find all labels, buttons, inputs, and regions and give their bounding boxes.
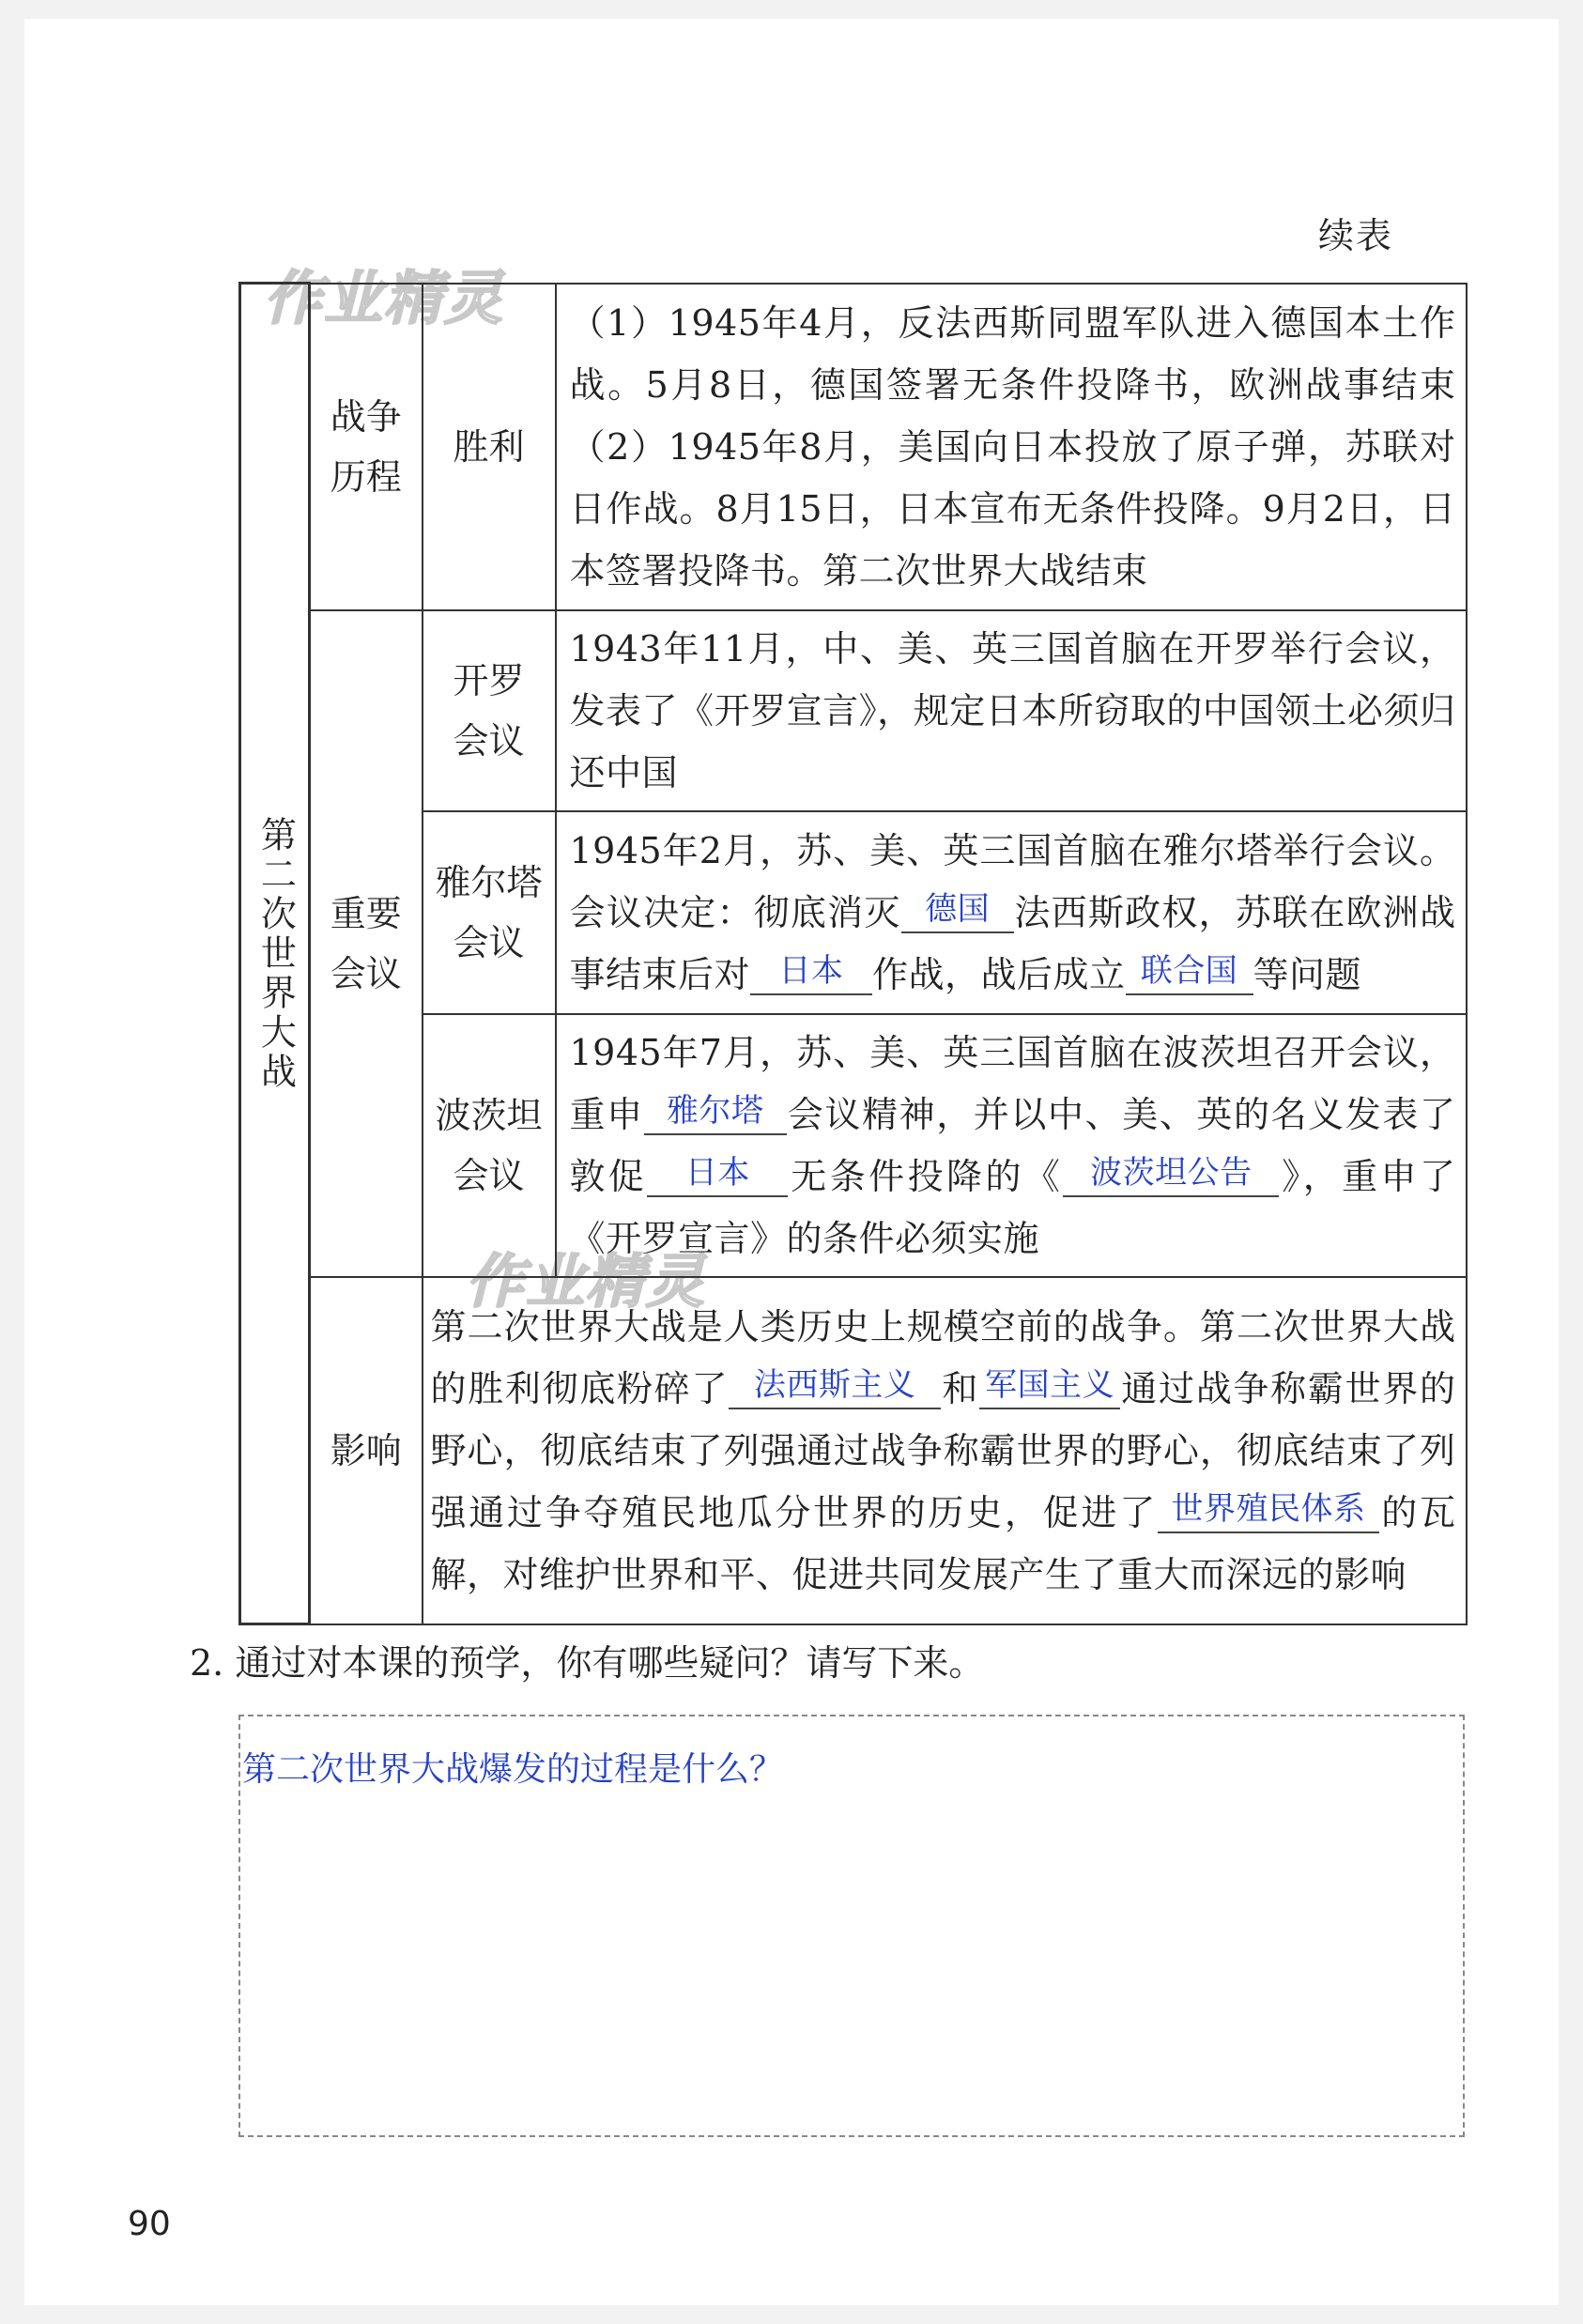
yalta-answer-1: 德国: [925, 889, 991, 928]
war-course-label: 战争历程: [330, 395, 402, 498]
yalta-blank-2: [750, 947, 872, 995]
yalta-text-2: 法西斯政权，苏联在欧洲战事结束后对: [569, 891, 1456, 995]
impact-text-2: 和: [941, 1367, 980, 1409]
ww2-summary-table: [238, 282, 1468, 1625]
workbook-page: [24, 19, 1559, 2305]
impact-answer-3: 世界殖民体系: [1171, 1489, 1366, 1528]
impact-blank-1: [729, 1361, 941, 1409]
potsdam-answer-3: 波茨坦公告: [1090, 1153, 1253, 1192]
question-2-answer: 第二次世界大战爆发的过程是什么？: [242, 1750, 784, 1789]
impact-label: 影响: [330, 1429, 402, 1471]
cairo-cell: [423, 610, 556, 811]
potsdam-text-4: 》，重申了《开罗宣言》的条件必须实施: [569, 1155, 1456, 1259]
potsdam-label: 波茨坦会议: [435, 1094, 543, 1196]
yalta-text-4: 等问题: [1253, 953, 1362, 995]
yalta-answer-2: 日本: [778, 951, 844, 990]
impact-answer-2: 军国主义: [985, 1365, 1115, 1404]
impact-blank-2: [979, 1361, 1120, 1409]
potsdam-blank-2: [647, 1148, 788, 1197]
potsdam-content-cell: [556, 1014, 1467, 1277]
impact-text: [423, 1294, 1466, 1608]
question-2-answer-box[interactable]: [238, 1715, 1465, 2137]
watermark: 作业精灵: [466, 1247, 707, 1316]
cairo-label: 开罗会议: [453, 659, 525, 762]
outer-label: 第二次世界大战: [254, 815, 297, 1092]
impact-text-4: 的瓦解，对维护世界和平、促进共同发展产生了重大而深远的影响: [430, 1491, 1456, 1595]
potsdam-answer-1: 雅尔塔: [666, 1091, 764, 1130]
yalta-blank-3: [1126, 947, 1253, 995]
potsdam-cell: [423, 1014, 556, 1277]
yalta-text: [557, 818, 1466, 1008]
impact-answer-1: 法西斯主义: [753, 1365, 916, 1404]
war-course-cell: [310, 284, 423, 610]
yalta-cell: [423, 811, 556, 1014]
potsdam-answer-2: 日本: [684, 1153, 750, 1192]
potsdam-blank-3: [1063, 1148, 1279, 1197]
victory-label: 胜利: [453, 425, 525, 468]
cairo-content-cell: [556, 610, 1467, 811]
watermark: 作业精灵: [264, 264, 505, 332]
continued-label: 续表: [1318, 215, 1394, 256]
impact-blank-3: [1158, 1485, 1379, 1533]
potsdam-text-3: 无条件投降的《: [788, 1155, 1064, 1197]
outer-label-cell: [240, 284, 310, 1624]
victory-text: （1）1945年4月，反法西斯同盟军队进入德国本土作战。5月8日，德国签署无条件投降书，欧洲战事结束（2）1945年8月，美国向日本投放了原子弹，苏联对日作战。8月15日，日本宣布无条件投降。9月2日，日本签署投降书。第二次世界大战结束: [569, 301, 1456, 592]
yalta-blank-1: [901, 885, 1014, 933]
victory-content-cell: [556, 284, 1467, 610]
potsdam-text: [557, 1020, 1466, 1271]
conferences-label: 重要会议: [330, 892, 402, 994]
potsdam-blank-1: [644, 1086, 787, 1135]
impact-cell: [310, 1277, 423, 1624]
yalta-label: 雅尔塔会议: [435, 861, 543, 963]
yalta-answer-3: 联合国: [1140, 951, 1238, 990]
potsdam-text-1: 1945年7月，苏、美、英三国首脑在波茨坦召开会议，重申: [569, 1031, 1456, 1135]
yalta-text-1: 1945年2月，苏、美、英三国首脑在雅尔塔举行会议。会议决定：彻底消灭: [569, 829, 1456, 933]
potsdam-text-2: 会议精神，并以中、美、英的名义发表了敦促: [569, 1093, 1456, 1197]
yalta-content-cell: [556, 811, 1467, 1014]
impact-text-3: 通过战争称霸世界的野心，彻底结束了列强通过战争称霸世界的野心，彻底结束了列强通过争夺殖民地瓜分世界的历史，促进了: [430, 1367, 1456, 1533]
conferences-cell: [310, 610, 423, 1277]
cairo-text: 1943年11月，中、美、英三国首脑在开罗举行会议，发表了《开罗宣言》，规定日本所窃取的中国领土必须归还中国: [569, 627, 1456, 793]
yalta-text-3: 作战，战后成立: [872, 953, 1126, 995]
victory-cell: [423, 284, 556, 610]
impact-text-1: 第二次世界大战是人类历史上规模空前的战争。第二次世界大战的胜利彻底粉碎了: [430, 1305, 1456, 1409]
page-number: 90: [128, 2205, 171, 2243]
question-2-prompt: 2. 通过对本课的预学，你有哪些疑问？请写下来。: [190, 1642, 985, 1684]
impact-content-cell: [423, 1277, 1467, 1624]
